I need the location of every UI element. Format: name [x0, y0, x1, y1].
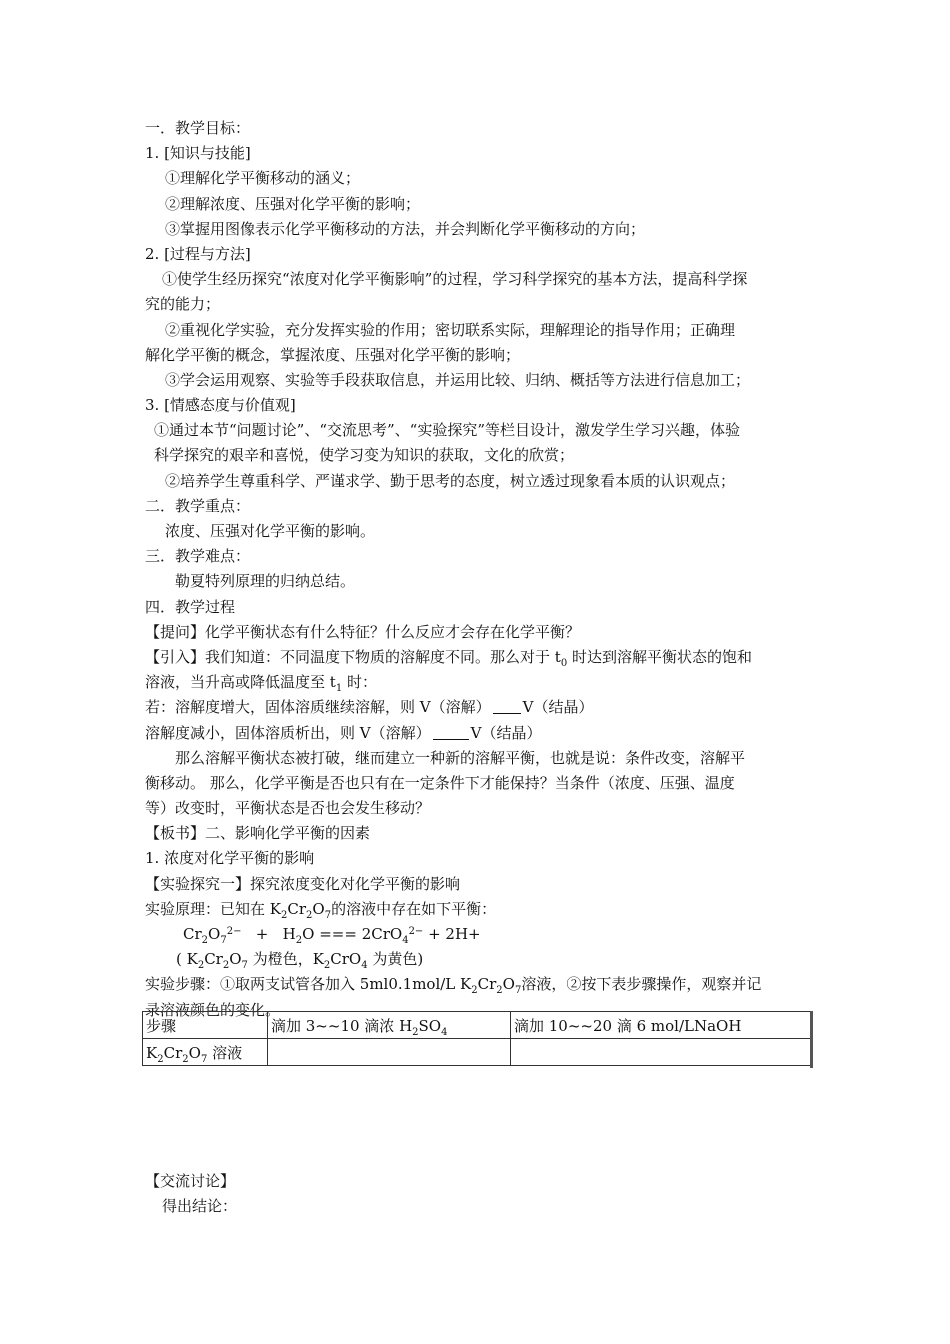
board-heading: 【板书】二、影响化学平衡的因素 — [145, 824, 371, 843]
answer-blank — [433, 725, 469, 740]
paragraph-line: ①通过本节“问题讨论”、“交流思考”、“实验探究”等栏目设计，激发学生学习兴趣，体验 — [154, 421, 741, 440]
paragraph-line: 解化学平衡的概念，掌握浓度、压强对化学平衡的影响； — [145, 345, 521, 364]
subheading-process: 2. [过程与方法] — [145, 244, 251, 263]
objective-item: ②理解浓度、压强对化学平衡的影响； — [165, 194, 421, 213]
principle-line: 实验原理：已知在 $K_2Cr_2O_7$的溶液中存在如下平衡： — [145, 899, 497, 921]
section-heading-key-points: 二．教学重点： — [145, 496, 251, 515]
experiment-table — [142, 1011, 812, 1066]
paragraph-line: ③学会运用观察、实验等手段获取信息，并运用比较、归纳、概括等方法进行信息加工； — [165, 370, 751, 389]
subheading-knowledge: 1. [知识与技能] — [145, 144, 251, 163]
intro-line: 溶液，当升高或降低温度至 $t_1$ 时： — [145, 673, 377, 695]
paragraph-line: ②重视化学实验，充分发挥实验的作用；密切联系实际，理解理论的指导作用；正确理 — [165, 320, 736, 339]
difficulty-text: 勒夏特列原理的归纳总结。 — [175, 572, 356, 591]
objective-item: ③掌握用图像表示化学平衡移动的方法，并会判断化学平衡移动的方向； — [165, 219, 646, 238]
equilibrium-equation: $Cr_2O_7^{2-}$ + $H_2O$ === 2CrO$_4^{2-}$ + 2H+ — [183, 925, 481, 946]
answer-blank — [493, 699, 521, 714]
question-line: 【提问】化学平衡状态有什么特征？什么反应才会存在化学平衡？ — [145, 622, 581, 641]
table-cell: 步骤 — [143, 1012, 268, 1039]
paragraph-line: 科学探究的艰辛和喜悦，使学习变为知识的获取，文化的欣赏； — [154, 446, 575, 465]
subheading-attitude: 3. [情感态度与价值观] — [145, 396, 296, 415]
table-cell: $K_2Cr_2O_7$ 溶液 — [143, 1039, 268, 1066]
paragraph-line: 等）改变时，平衡状态是否也会发生移动？ — [145, 799, 431, 818]
intro-line: 【引入】我们知道：不同温度下物质的溶解度不同。那么对于 $t_0$ 时达到溶解平衡状态的饱和 — [145, 647, 752, 669]
document-body — [145, 116, 810, 1023]
section-heading-objectives: 一．教学目标： — [145, 119, 251, 137]
paragraph-line: 衡移动。 那么，化学平衡是否也只有在一定条件下才能保持？当条件（浓度、压强、温度 — [145, 773, 735, 792]
paragraph-line: 那么溶解平衡状态被打破，继而建立一种新的溶解平衡，也就是说：条件改变，溶解平 — [175, 748, 746, 767]
table-cell-empty — [511, 1039, 812, 1066]
table-cell: 滴加 3~~10 滴浓 $H_2SO_4$ — [268, 1012, 511, 1039]
table-cell-empty — [268, 1039, 511, 1066]
paragraph-line: ①使学生经历探究“浓度对化学平衡影响”的过程，学习科学探究的基本方法，提高科学探 — [162, 270, 748, 289]
fill-blank-line: 若：溶解度增大，固体溶质继续溶解，则 V（溶解） V（结晶） — [145, 698, 594, 717]
paragraph-line: 究的能力； — [145, 295, 221, 314]
table-shadow — [810, 1011, 813, 1068]
section-heading-process: 四．教学过程 — [145, 597, 236, 616]
subsection-heading: 1. 浓度对化学平衡的影响 — [145, 849, 315, 868]
procedure-line: 录溶液颜色的变化。 — [145, 1000, 281, 1019]
section-heading-difficulties: 三．教学难点： — [145, 547, 251, 566]
paragraph-line: ②培养学生尊重科学、严谨求学、勤于思考的态度，树立透过现象看本质的认识观点； — [165, 471, 736, 490]
table-header-row — [143, 1012, 812, 1039]
table-cell: 滴加 10~~20 滴 6 mol/LNaOH — [511, 1012, 812, 1039]
discussion-heading: 【交流讨论】 — [145, 1172, 236, 1190]
objective-item: ①理解化学平衡移动的涵义； — [165, 169, 361, 188]
experiment-heading: 【实验探究一】探究浓度变化对化学平衡的影响 — [145, 874, 461, 893]
procedure-line: 实验步骤：①取两支试管各加入 5ml0.1mol/L $K_2Cr_2O_7$溶液，②按下表步骤操作，观察并记 — [145, 975, 762, 997]
table-row — [143, 1039, 812, 1066]
fill-blank-line: 溶解度减小，固体溶质析出，则 V（溶解） V（结晶） — [145, 723, 542, 742]
conclusion-label: 得出结论： — [162, 1197, 238, 1216]
key-point-text: 浓度、压强对化学平衡的影响。 — [165, 522, 376, 540]
discussion-section — [145, 1169, 810, 1219]
color-note: ( $K_2Cr_2O_7$ 为橙色，$K_2CrO_4$ 为黄色) — [176, 950, 424, 972]
